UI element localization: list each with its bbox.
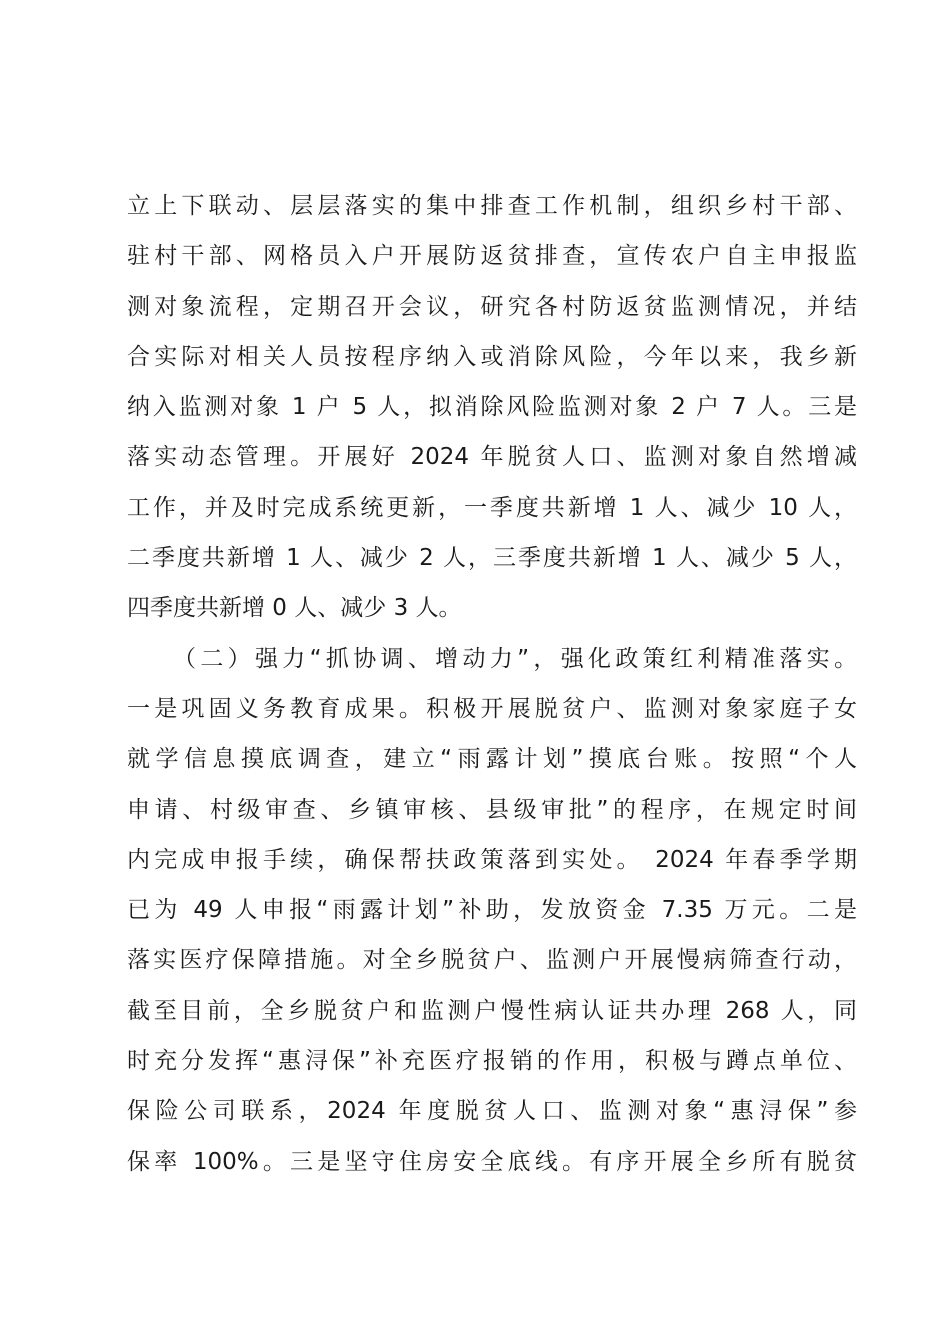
section-heading-line: （二）强力“抓协调、增动力”，强化政策红利精准落实。 [173,645,857,672]
paragraph-end-line: 四季度共新增 0 人、减少 3 人。 [127,595,462,622]
text-line: 二季度共新增 1 人、减少 2 人，三季度共新增 1 人、减少 5 人， [127,545,857,572]
text-line: 纳入监测对象 1 户 5 人，拟消除风险监测对象 2 户 7 人。三是 [127,394,857,421]
text-line: 立上下联动、层层落实的集中排查工作机制，组织乡村干部、 [127,193,857,219]
text-line: 保险公司联系，2024 年度脱贫人口、监测对象“惠浔保”参 [127,1098,857,1125]
text-line: 截至目前，全乡脱贫户和监测户慢性病认证共办理 268 人，同 [127,997,857,1024]
text-line: 测对象流程，定期召开会议，研究各村防返贫监测情况，并结 [127,293,857,320]
text-line: 落实医疗保障措施。对全乡脱贫户、监测户开展慢病筛查行动， [127,947,857,974]
text-line: 内完成申报手续，确保帮扶政策落到实处。 2024 年春季学期 [127,846,857,873]
text-line: 驻村干部、网格员入户开展防返贫排查，宣传农户自主申报监 [127,243,857,270]
text-line: 就学信息摸底调查，建立“雨露计划”摸底台账。按照“个人 [127,746,857,773]
text-line: 合实际对相关人员按程序纳入或消除风险，今年以来，我乡新 [127,343,857,370]
body-text [127,181,857,1187]
text-line: 工作，并及时完成系统更新，一季度共新增 1 人、减少 10 人， [127,494,857,521]
text-line: 落实动态管理。开展好 2024 年脱贫人口、监测对象自然增减 [127,444,857,471]
text-line: 申请、村级审查、乡镇审核、县级审批”的程序，在规定时间 [127,796,857,823]
text-line: 保率 100%。三是坚守住房安全底线。有序开展全乡所有脱贫 [127,1148,857,1175]
text-line: 已为 49 人申报“雨露计划”补助，发放资金 7.35 万元。二是 [127,897,857,924]
text-line: 时充分发挥“惠浔保”补充医疗报销的作用，积极与蹲点单位、 [127,1048,857,1075]
text-line: 一是巩固义务教育成果。积极开展脱贫户、监测对象家庭子女 [127,695,857,722]
